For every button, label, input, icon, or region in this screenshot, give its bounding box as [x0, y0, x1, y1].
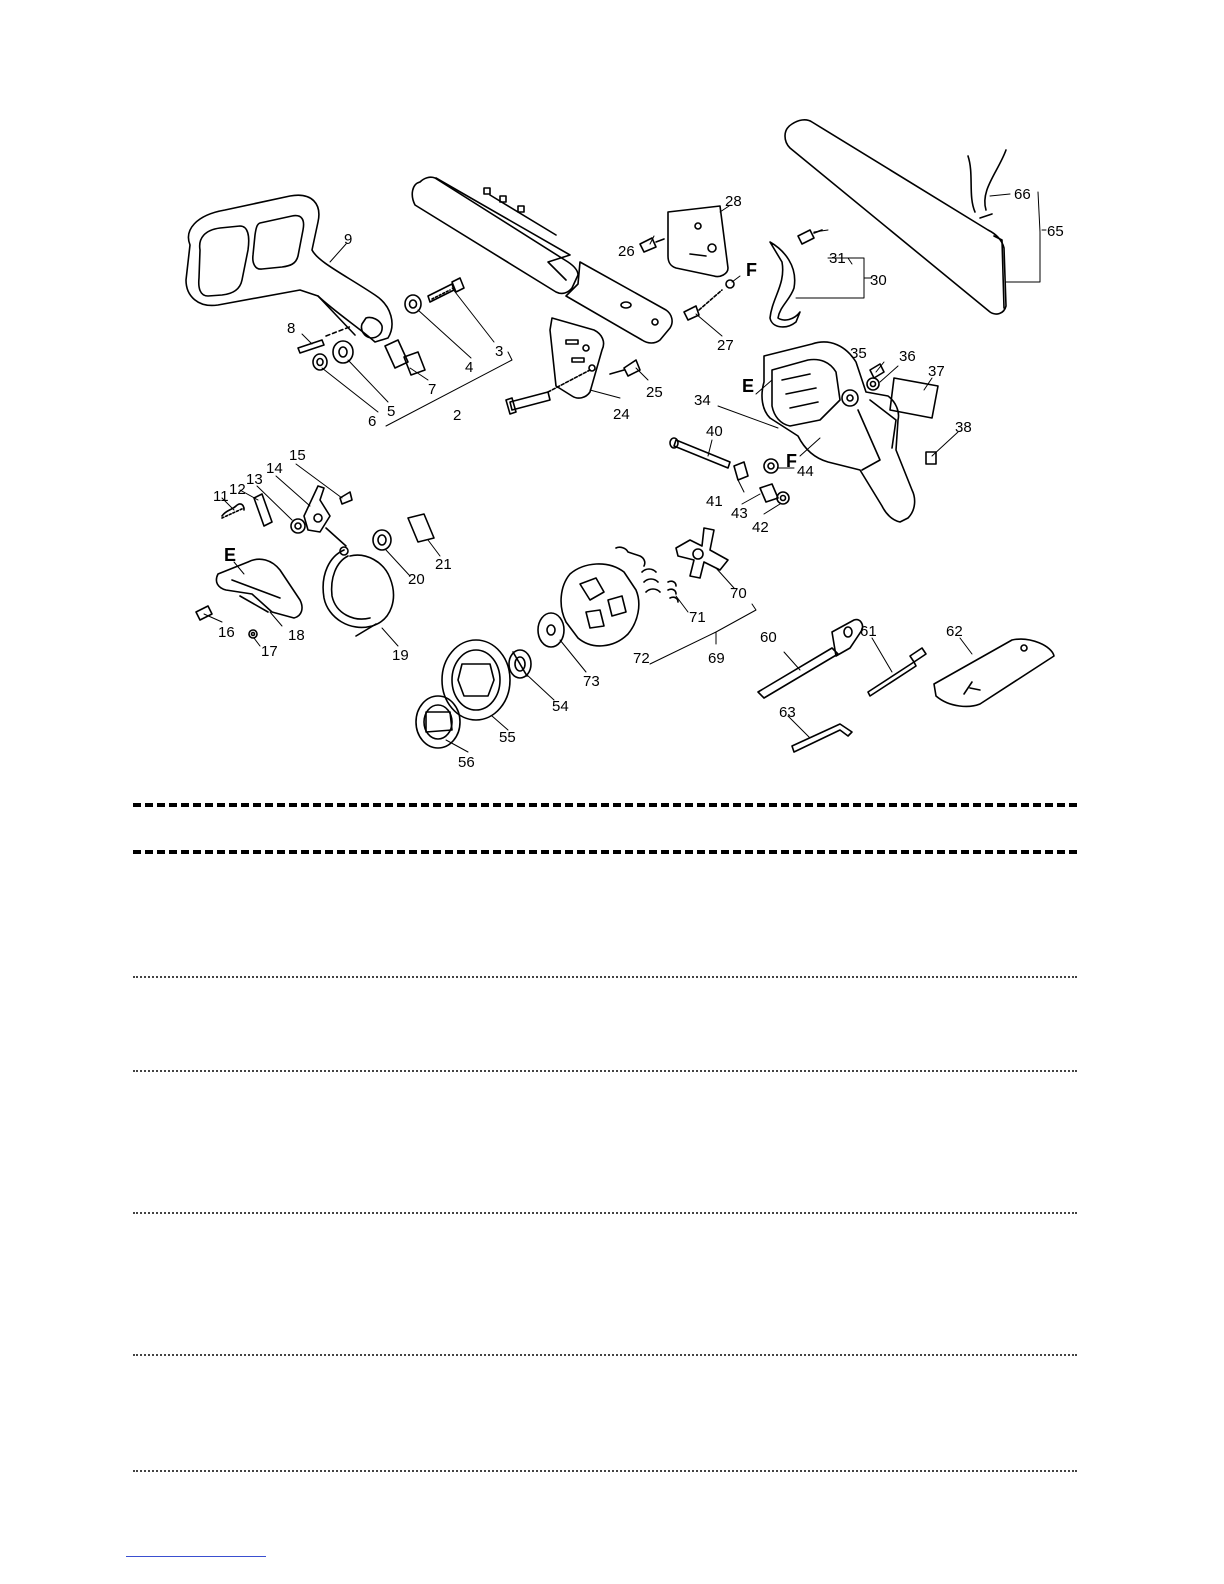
callout-6: 6: [368, 413, 377, 430]
callout-28: 28: [725, 193, 742, 210]
leader-lines: [204, 192, 1046, 752]
callout-34: 34: [694, 392, 711, 409]
tools-part: [758, 620, 1054, 752]
row-divider-4: [133, 1354, 1077, 1356]
chain-bar-part: [412, 177, 578, 293]
marker-e-right: E: [742, 376, 755, 396]
callout-42: 42: [752, 519, 769, 536]
callout-61: 61: [860, 623, 877, 640]
callout-56: 56: [458, 754, 475, 771]
callout-73: 73: [583, 673, 600, 690]
callout-4: 4: [465, 359, 474, 376]
callout-69: 69: [708, 650, 725, 667]
guide-plate-part: [506, 318, 604, 414]
guide-bar-plate-part: [566, 262, 672, 343]
callout-9: 9: [344, 231, 353, 248]
callout-14: 14: [266, 460, 283, 477]
callout-8: 8: [287, 320, 296, 337]
callout-60: 60: [760, 629, 777, 646]
callout-27: 27: [717, 337, 734, 354]
exploded-parts-diagram: [0, 0, 1224, 790]
callout-66: 66: [1014, 186, 1031, 203]
callout-37: 37: [928, 363, 945, 380]
callout-62: 62: [946, 623, 963, 640]
brake-spring-cover-part: [373, 514, 434, 550]
callout-44: 44: [797, 463, 814, 480]
callout-20: 20: [408, 571, 425, 588]
table-header-bottom-rule: [133, 850, 1077, 854]
callout-15: 15: [289, 447, 306, 464]
footer-link-underline[interactable]: [126, 1556, 266, 1557]
callout-30: 30: [870, 272, 887, 289]
table-header-top-rule: [133, 803, 1077, 807]
callout-13: 13: [246, 471, 263, 488]
clutch-assembly-part: [561, 528, 728, 646]
callout-3: 3: [495, 343, 504, 360]
callout-71: 71: [689, 609, 706, 626]
callout-41: 41: [706, 493, 723, 510]
clutch-cover-part: [762, 342, 915, 522]
spacer-part: [313, 341, 353, 370]
callout-38: 38: [955, 419, 972, 436]
callout-55: 55: [499, 729, 516, 746]
marker-f-right: F: [746, 260, 757, 280]
handle-bolt-part: [405, 278, 464, 313]
callout-21: 21: [435, 556, 452, 573]
brake-lever-part: [196, 559, 302, 638]
callout-17: 17: [261, 643, 278, 660]
callout-16: 16: [218, 624, 235, 641]
callout-7: 7: [428, 381, 437, 398]
row-divider-3: [133, 1212, 1077, 1214]
callout-70: 70: [730, 585, 747, 602]
callout-31: 31: [829, 250, 846, 267]
damper-part: [385, 340, 425, 375]
callout-40: 40: [706, 423, 723, 440]
callout-2: 2: [453, 407, 462, 424]
marker-e-left: E: [224, 545, 237, 565]
bar-scabbard-part: [785, 120, 1006, 314]
callout-11: 11: [213, 488, 229, 505]
callout-25: 25: [646, 384, 663, 401]
row-divider-2: [133, 1070, 1077, 1072]
callout-12: 12: [229, 481, 246, 498]
callout-72: 72: [633, 650, 650, 667]
row-divider-5: [133, 1470, 1077, 1472]
cover-screws-part: [640, 238, 734, 320]
clutch-drum-part: [416, 613, 564, 748]
callout-36: 36: [899, 348, 916, 365]
row-divider-1: [133, 976, 1077, 978]
callout-19: 19: [392, 647, 409, 664]
callout-24: 24: [613, 406, 630, 423]
chain-tensioner-part: [670, 438, 789, 504]
callout-26: 26: [618, 243, 635, 260]
callout-43: 43: [731, 505, 748, 522]
callout-18: 18: [288, 627, 305, 644]
pin-part: [298, 326, 352, 353]
cover-plate-part: [668, 206, 728, 277]
callout-63: 63: [779, 704, 796, 721]
callout-35: 35: [850, 345, 867, 362]
callout-54: 54: [552, 698, 569, 715]
brake-band-part: [323, 547, 393, 636]
callout-5: 5: [387, 403, 396, 420]
chain-catcher-part: [770, 230, 822, 327]
callout-65: 65: [1047, 223, 1064, 240]
marker-f-lower: F: [786, 451, 797, 471]
